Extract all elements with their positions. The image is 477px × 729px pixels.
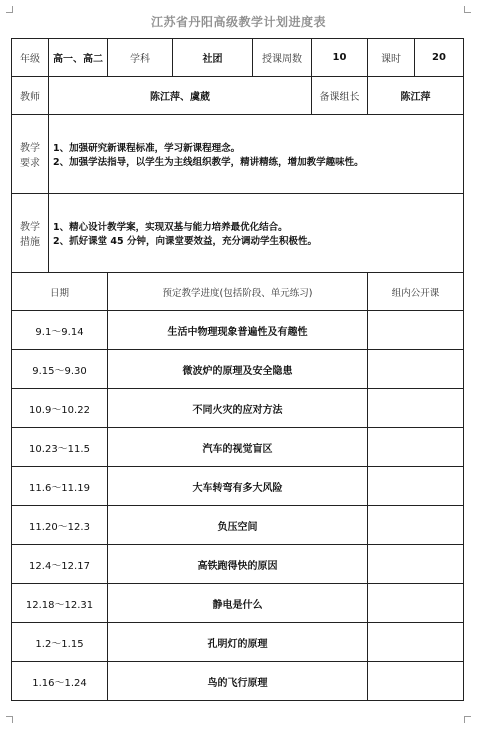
- row-topic: 鸟的飞行原理: [108, 662, 368, 701]
- measures-row: [12, 194, 464, 273]
- row-open-class: [368, 545, 464, 584]
- row-date: 11.6～11.19: [12, 467, 108, 506]
- page-corner-mark: [464, 716, 471, 723]
- row-date: 1.2～1.15: [12, 623, 108, 662]
- row-topic: 负压空间: [108, 506, 368, 545]
- row-open-class: [368, 467, 464, 506]
- table-row: [12, 584, 464, 623]
- table-row: [12, 428, 464, 467]
- row-topic: 高铁跑得快的原因: [108, 545, 368, 584]
- table-row: [12, 467, 464, 506]
- table-row: [12, 623, 464, 662]
- row-open-class: [368, 584, 464, 623]
- hours-label: 课时: [368, 39, 415, 77]
- group-leader-label: 备课组长: [312, 77, 368, 115]
- weeks-label: 授课周数: [253, 39, 312, 77]
- page-corner-mark: [6, 716, 13, 723]
- table-row: [12, 389, 464, 428]
- row-topic: 汽车的视觉盲区: [108, 428, 368, 467]
- table-row: [12, 311, 464, 350]
- requirements-label-bottom: 要求: [20, 158, 40, 169]
- row-topic: 微波炉的原理及安全隐患: [108, 350, 368, 389]
- row-date: 12.4～12.17: [12, 545, 108, 584]
- info-row-2: [12, 77, 464, 115]
- row-date: 10.23～11.5: [12, 428, 108, 467]
- row-open-class: [368, 428, 464, 467]
- requirement-line: 1、加强研究新课程标准，学习新课程理念。: [53, 143, 241, 154]
- row-topic: 不同火灾的应对方法: [108, 389, 368, 428]
- requirement-line: 2、加强学法指导，以学生为主线组织教学，精讲精练，增加教学趣味性。: [53, 157, 364, 168]
- requirements-row: [12, 115, 464, 194]
- measures-label-cell: [12, 194, 49, 273]
- row-open-class: [368, 350, 464, 389]
- row-date: 9.1～9.14: [12, 311, 108, 350]
- table-row: [12, 506, 464, 545]
- table-row: [12, 545, 464, 584]
- row-date: 9.15～9.30: [12, 350, 108, 389]
- measure-line: 1、精心设计教学案，实现双基与能力培养最优化结合。: [53, 222, 288, 233]
- page-corner-mark: [6, 6, 13, 13]
- column-header-open-class: 组内公开课: [368, 273, 464, 311]
- column-header-date: 日期: [12, 273, 108, 311]
- requirements-content: [49, 115, 464, 194]
- subject-value: 社团: [173, 39, 253, 77]
- teacher-label: 教师: [12, 77, 49, 115]
- row-topic: 孔明灯的原理: [108, 623, 368, 662]
- info-row-1: [12, 39, 464, 77]
- measures-label-bottom: 措施: [20, 237, 40, 248]
- teacher-value: 陈江萍、虞葳: [49, 77, 312, 115]
- table-row: [12, 662, 464, 701]
- row-open-class: [368, 506, 464, 545]
- page-corner-mark: [464, 6, 471, 13]
- row-date: 12.18～12.31: [12, 584, 108, 623]
- schedule-header-row: [12, 273, 464, 311]
- measures-label-top: 教学: [20, 222, 40, 233]
- row-topic: 静电是什么: [108, 584, 368, 623]
- table-row: [12, 350, 464, 389]
- teaching-plan-table: [11, 38, 464, 701]
- document-title: 江苏省丹阳高级教学计划进度表: [150, 15, 326, 29]
- row-open-class: [368, 311, 464, 350]
- hours-value: 20: [415, 39, 464, 77]
- row-topic: 生活中物理现象普遍性及有趣性: [108, 311, 368, 350]
- row-open-class: [368, 623, 464, 662]
- measure-line: 2、抓好课堂 45 分钟，向课堂要效益，充分调动学生积极性。: [53, 236, 317, 247]
- measures-content: [49, 194, 464, 273]
- row-open-class: [368, 389, 464, 428]
- column-header-progress: 预定教学进度(包括阶段、单元练习): [108, 273, 368, 311]
- requirements-label-top: 教学: [20, 143, 40, 154]
- row-date: 10.9～10.22: [12, 389, 108, 428]
- row-topic: 大车转弯有多大风险: [108, 467, 368, 506]
- requirements-label-cell: [12, 115, 49, 194]
- row-date: 1.16～1.24: [12, 662, 108, 701]
- group-leader-value: 陈江萍: [368, 77, 464, 115]
- grade-value: 高一、高二: [49, 39, 108, 77]
- row-date: 11.20～12.3: [12, 506, 108, 545]
- weeks-value: 10: [312, 39, 368, 77]
- grade-label: 年级: [12, 39, 49, 77]
- subject-label: 学科: [108, 39, 173, 77]
- row-open-class: [368, 662, 464, 701]
